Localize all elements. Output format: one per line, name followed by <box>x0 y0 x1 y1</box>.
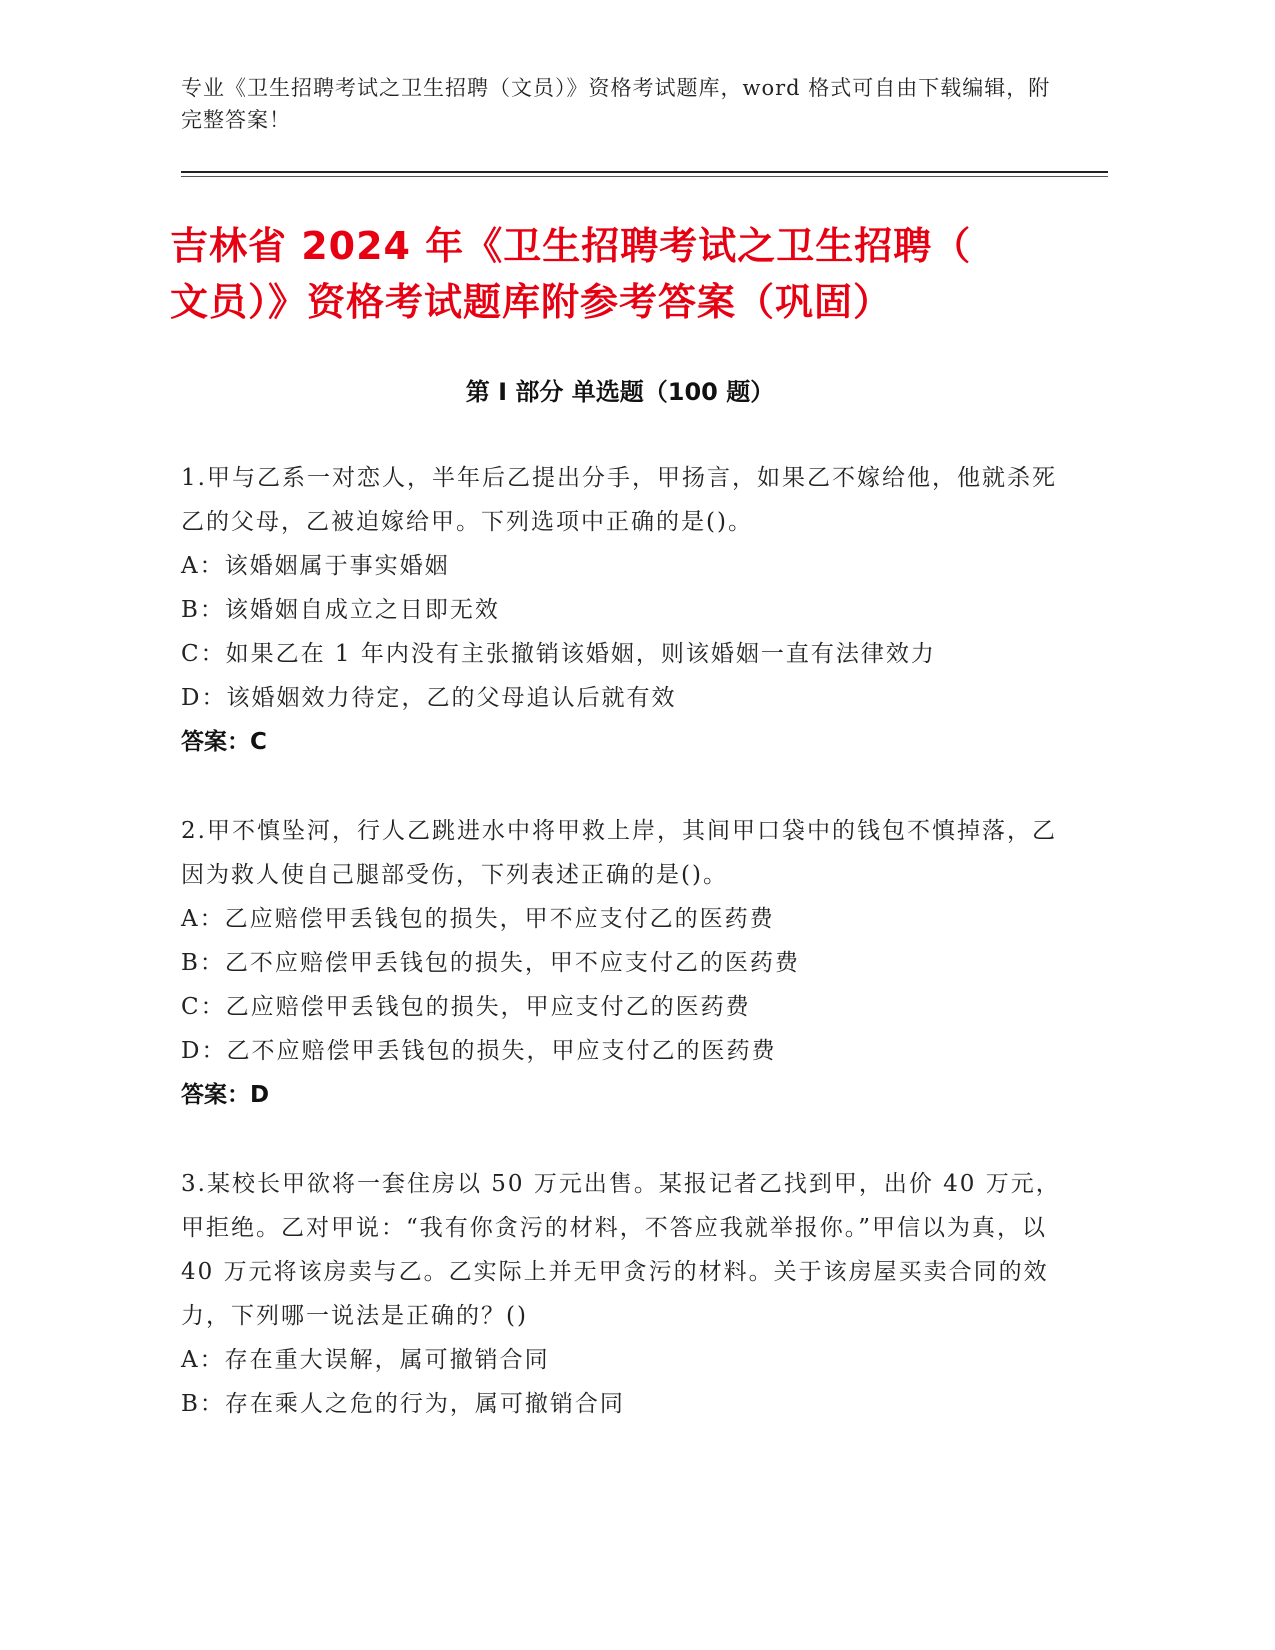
question-3 <box>181 1162 1061 1426</box>
answer: 答案：D <box>181 1082 270 1108</box>
option-d: D：该婚姻效力待定，乙的父母追认后就有效 <box>181 685 677 711</box>
section-heading: 第 I 部分 单选题（100 题） <box>465 378 775 406</box>
option-a: A：该婚姻属于事实婚姻 <box>181 553 450 579</box>
question-1 <box>181 456 1061 764</box>
header-note: 专业《卫生招聘考试之卫生招聘（文员）》资格考试题库，word 格式可自由下载编辑，附完整答案！ <box>181 76 1051 132</box>
header-rule-thick <box>181 171 1108 173</box>
question-stem: 1.甲与乙系一对恋人，半年后乙提出分手，甲扬言，如果乙不嫁给他，他就杀死乙的父母，乙被迫嫁给甲。下列选项中正确的是()。 <box>181 465 1057 535</box>
header-rule-thin <box>181 176 1108 177</box>
option-d: D：乙不应赔偿甲丢钱包的损失，甲应支付乙的医药费 <box>181 1038 777 1064</box>
document-title <box>170 218 1070 330</box>
document-title-line-2: 文员）》资格考试题库附参考答案（巩固） <box>170 280 893 324</box>
question-stem: 3.某校长甲欲将一套住房以 50 万元出售。某报记者乙找到甲，出价 40 万元，甲拒绝。乙对甲说：“我有你贪污的材料，不答应我就举报你。”甲信以为真，以 40 万元将该房卖与乙。乙实际上并无甲贪污的材料。关于该房屋买卖合同的效力，下列哪一说法是正确的？() <box>181 1171 1061 1329</box>
option-a: A：存在重大误解，属可撤销合同 <box>181 1347 550 1373</box>
document-title-line-1: 吉林省 2024 年《卫生招聘考试之卫生招聘（ <box>170 224 972 268</box>
question-2 <box>181 809 1061 1117</box>
option-c: C：乙应赔偿甲丢钱包的损失，甲应支付乙的医药费 <box>181 994 751 1020</box>
option-a: A：乙应赔偿甲丢钱包的损失，甲不应支付乙的医药费 <box>181 906 775 932</box>
question-list <box>181 456 1061 1471</box>
option-b: B：乙不应赔偿甲丢钱包的损失，甲不应支付乙的医药费 <box>181 950 800 976</box>
option-b: B：存在乘人之危的行为，属可撤销合同 <box>181 1391 625 1417</box>
question-stem: 2.甲不慎坠河，行人乙跳进水中将甲救上岸，其间甲口袋中的钱包不慎掉落，乙因为救人使自己腿部受伤，下列表述正确的是()。 <box>181 818 1057 888</box>
option-c: C：如果乙在 1 年内没有主张撤销该婚姻，则该婚姻一直有法律效力 <box>181 641 936 667</box>
answer: 答案：C <box>181 729 267 755</box>
option-b: B：该婚姻自成立之日即无效 <box>181 597 500 623</box>
